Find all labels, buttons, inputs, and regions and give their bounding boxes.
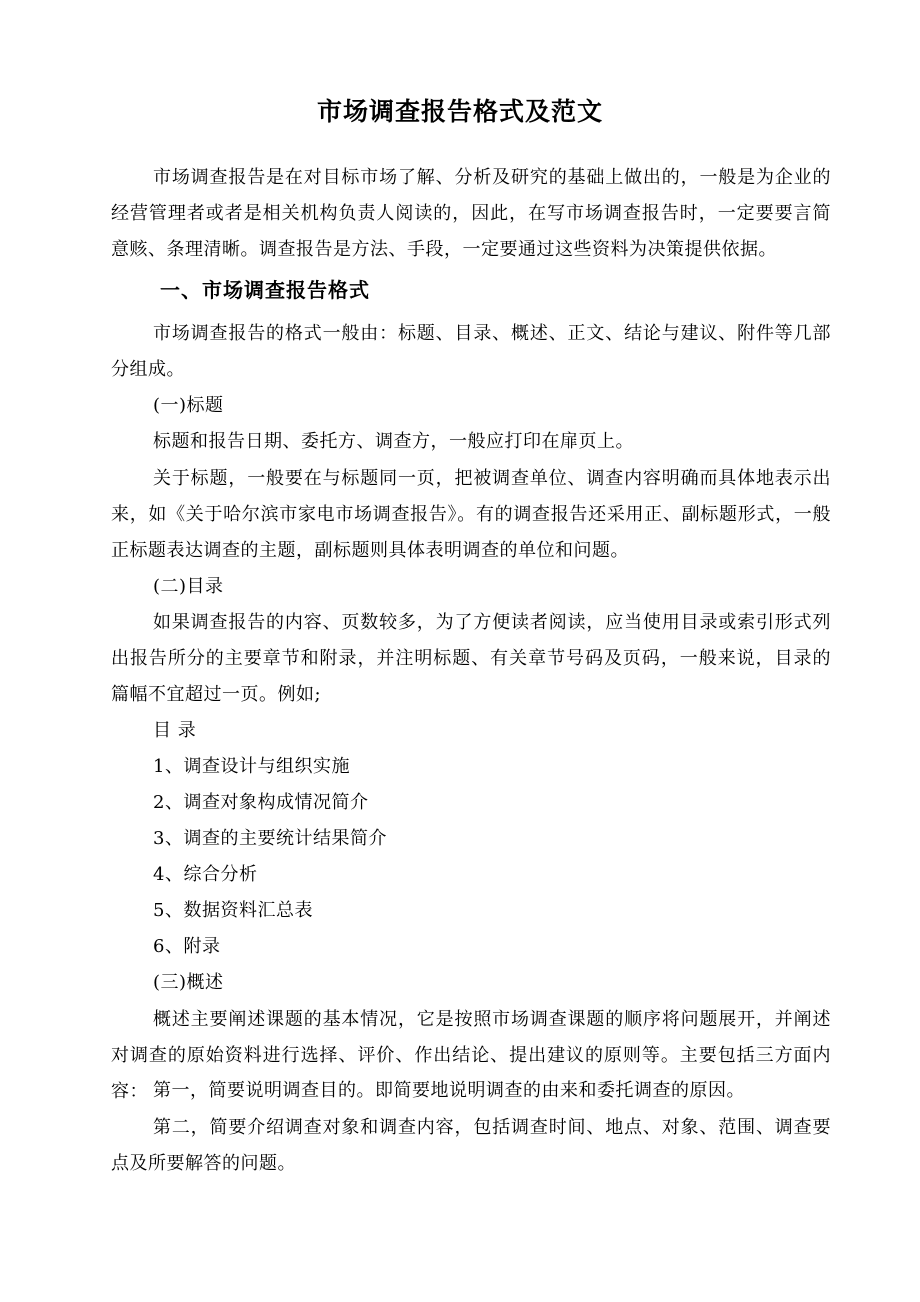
subheading-title: (一)标题: [153, 395, 224, 416]
toc-item: 3、调查的主要统计结果简介: [153, 828, 387, 849]
toc-heading: 目 录: [153, 720, 197, 741]
subheading-toc: (二)目录: [153, 576, 224, 597]
toc-paragraph: 如果调查报告的内容、页数较多，为了方便读者阅读，应当使用目录或索引形式列出报告所分的主要章节和附录，并注明标题、有关章节号码及页码，一般来说，目录的篇幅不宜超过一页。例如;: [111, 612, 831, 706]
section-heading-format: 一、市场调查报告格式: [160, 278, 370, 302]
intro-paragraph: 市场调查报告是在对目标市场了解、分析及研究的基础上做出的，一般是为企业的经营管理者或者是相关机构负责人阅读的，因此，在写市场调查报告时，一定要要言简意赅、条理清晰。调查报告是方法、手段，一定要通过这些资料为决策提供依据。: [111, 167, 831, 261]
overview-paragraph-3: 第二，简要介绍调查对象和调查内容，包括调查时间、地点、对象、范围、调查要点及所要解答的问题。: [111, 1117, 831, 1175]
overview-paragraph-2: 第一，简要说明调查目的。即简要地说明调查的由来和委托调查的原因。: [153, 1080, 745, 1101]
toc-item: 6、附录: [153, 936, 221, 957]
title-paragraph-2: 关于标题，一般要在与标题同一页，把被调查单位、调查内容明确而具体地表示出来，如《关于哈尔滨市家电市场调查报告》。有的调查报告还采用正、副标题形式，一般正标题表达调查的主题，副标题则具体表明调查的单位和问题。: [111, 468, 831, 562]
subheading-overview: (三)概述: [153, 972, 224, 993]
title-paragraph-1: 标题和报告日期、委托方、调查方，一般应打印在扉页上。: [153, 431, 634, 452]
document-title: 市场调查报告格式及范文: [316, 97, 603, 126]
toc-item: 1、调查设计与组织实施: [153, 756, 350, 777]
format-overview-paragraph: 市场调查报告的格式一般由：标题、目录、概述、正文、结论与建议、附件等几部分组成。: [111, 323, 831, 381]
toc-item: 5、数据资料汇总表: [153, 900, 313, 921]
toc-item: 2、调查对象构成情况简介: [153, 792, 369, 813]
overview-paragraph-1: 概述主要阐述课题的基本情况，它是按照市场调查课题的顺序将问题展开，并阐述对调查的原始资料进行选择、评价、作出结论、提出建议的原则等。主要包括三方面内容：: [111, 1009, 831, 1103]
toc-item: 4、综合分析: [153, 864, 258, 885]
